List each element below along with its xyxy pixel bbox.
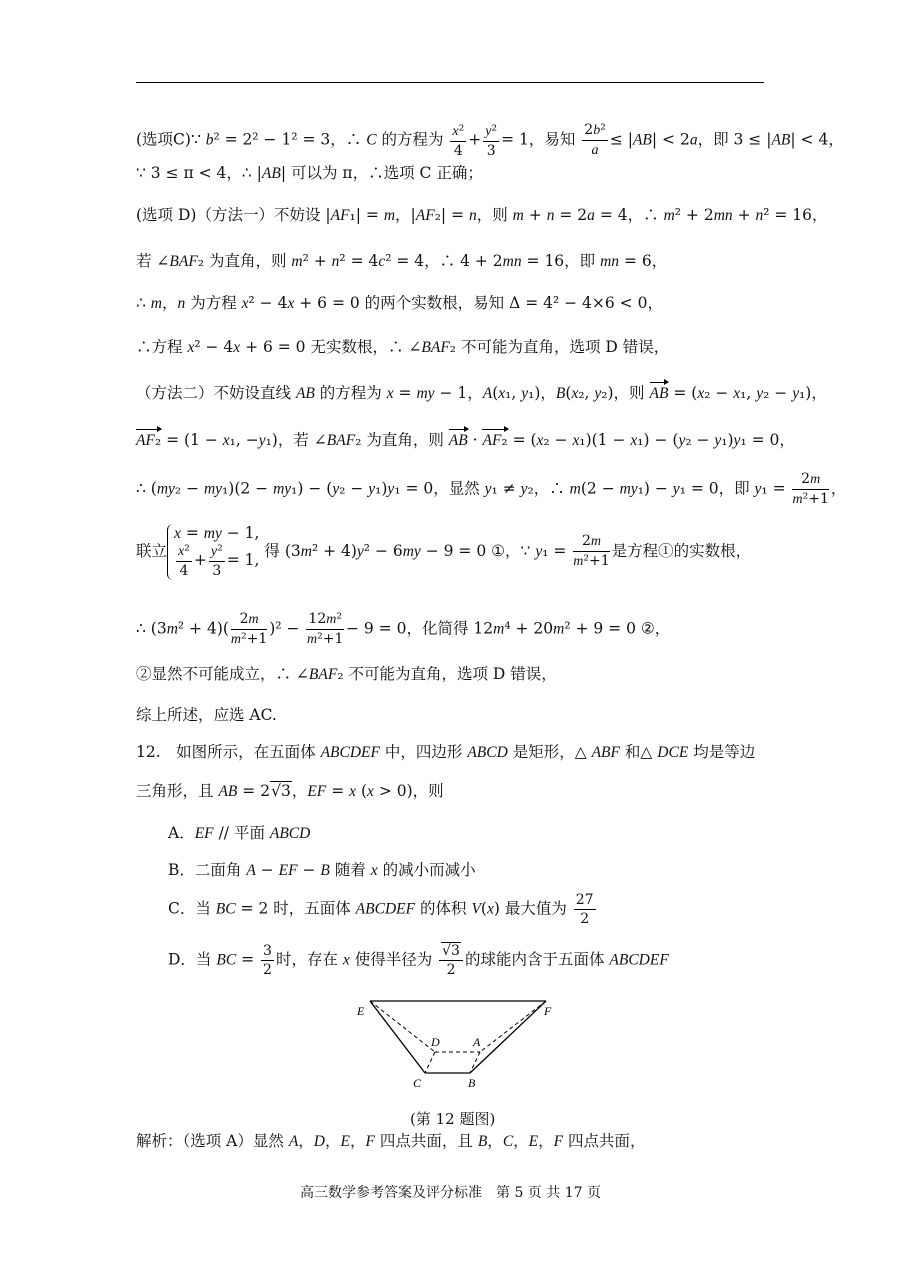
- text-line-4: ∴ m，n 为方程 x² − 4x + 6 = 0 的两个实数根，易知 Δ = 4² − 4×6 < 0，: [136, 294, 663, 312]
- figure-caption: (第 12 题图): [410, 1110, 496, 1128]
- option-b: B．二面角 A − EF − B 随着 x 的减小而减小: [168, 861, 476, 879]
- vertex-label-e: E: [357, 1004, 365, 1018]
- text-line-9: 联立 x = my − 1, $\frac{\text{x²}}{4}$ + $\frac{\text{y²}}{3}$ = 1, 得 (3m² + 4)y² − 6my − 9 = 0 ①，∵ y₁ = $\frac{2m}{\text{m²+1}}$ 是方程①的实数根，: [136, 524, 752, 579]
- vertex-label-b: B: [468, 1076, 476, 1090]
- text-line-10: ∴ (3m² + 4)( $\frac{2m}{\text{m²+1}}$ )² − $\frac{\text{12m²}}{\text{m²+1}}$ − 9 = 0，化简得 12m⁴ + 20m² + 9 = 0 ②，: [136, 611, 671, 647]
- pentahedron-figure: [350, 992, 570, 1092]
- option-d: D．当 BC = $\frac{3}{2}$ 时，存在 x 使得半径为 $\frac{√3}{2}$ 的球能内含于五面体 ABCDEF: [168, 943, 669, 978]
- text-line-12: 综上所述，应选 AC.: [136, 706, 277, 724]
- text-line-5: ∴方程 x² − 4x + 6 = 0 无实数根，∴ ∠BAF₂ 不可能为直角，选项 D 错误，: [136, 338, 670, 356]
- text-line-3: 若 ∠BAF₂ 为直角，则 m² + n² = 4c² = 4，∴ 4 + 2mn = 16，即 mn = 6，: [136, 252, 668, 270]
- vertex-label-a: A: [473, 1035, 481, 1049]
- text-line-2: (选项 D)（方法一）不妨设 |AF₁| = m，|AF₂| = n，则 m + n = 2a = 4，∴ m² + 2mn + n² = 16，: [136, 206, 828, 224]
- text-line-0: (选项C)∵ b² = 2² − 1² = 3，∴ C 的方程为 $\frac{\text{x²}}{4}$ + $\frac{\text{y²}}{3}$ = 1，易知 $\frac{\text{2b²}}{a}$ ≤ |AB| < 2a，即 3 ≤ |AB| < 4，: [136, 122, 844, 159]
- text-line-11: ②显然不可能成立，∴ ∠BAF₂ 不可能为直角，选项 D 错误，: [136, 665, 557, 683]
- option-a: A．EF // 平面 ABCD: [168, 824, 311, 842]
- vertex-label-f: F: [544, 1004, 552, 1018]
- text-line-1: ∵ 3 ≤ π < 4，∴ |AB| 可以为 π，∴选项 C 正确；: [136, 164, 483, 182]
- text-line-19: 解析：（选项 A）显然 A，D，E，F 四点共面，且 B，C，E，F 四点共面，: [136, 1132, 646, 1150]
- text-line-13: 12. 如图所示，在五面体 ABCDEF 中，四边形 ABCD 是矩形，△ ABF 和△ DCE 均是等边: [136, 743, 756, 761]
- text-line-14: 三角形，且 AB = 2√3，EF = x (x > 0)，则: [136, 782, 444, 800]
- vertex-label-d: D: [431, 1035, 440, 1049]
- page-footer: 高三数学参考答案及评分标准 第 5 页 共 17 页: [300, 1185, 601, 1201]
- option-c: C．当 BC = 2 时，五面体 ABCDEF 的体积 V(x) 最大值为 $\frac{27}{2}$: [168, 892, 594, 927]
- text-line-8: ∴ (my₂ − my₁)(2 − my₁) − (y₂ − y₁)y₁ = 0，显然 y₁ ≠ y₂，∴ m(2 − my₁) − y₁ = 0，即 y₁ = $\frac{2m}{\text{m²+1}}$ ，: [136, 471, 847, 507]
- header-rule: [136, 82, 764, 83]
- text-line-7: AF₂ = (1 − x₁, −y₁)，若 ∠BAF₂ 为直角，则 AB · AF₂ = (x₂ − x₁)(1 − x₁) − (y₂ − y₁)y₁ = 0，: [136, 431, 795, 449]
- text-line-6: （方法二）不妨设直线 AB 的方程为 x = my − 1，A(x₁, y₁)，B(x₂, y₂)，则 AB = (x₂ − x₁, y₂ − y₁)，: [136, 384, 827, 402]
- vertex-label-c: C: [413, 1076, 422, 1090]
